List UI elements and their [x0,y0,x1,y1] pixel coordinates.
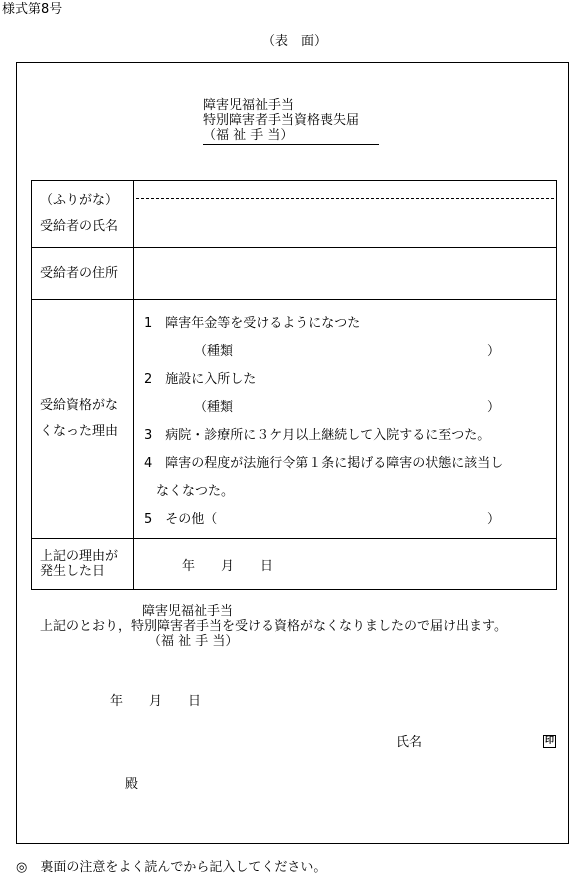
footer-note: ◎ 裏面の注意をよく読んでから記入してください。 [16,860,327,875]
declaration-line-2 [40,619,507,634]
occurrence-date-field[interactable]: 年 月 日 [134,539,557,590]
reason-2-type-close: ） [486,400,500,415]
recipient-name-field[interactable] [134,181,557,248]
recipient-name-label: 受給者の氏名 [40,219,119,234]
furigana-dashed-line [136,198,554,199]
occurrence-date-label-line-1: 上記の理由が [40,549,119,564]
recipient-address-label: 受給者の住所 [32,248,134,300]
reason-5-close: ） [486,512,500,527]
addressee-suffix: 殿 [125,777,139,792]
reason-1-type-row[interactable] [144,338,556,366]
reason-label-cell [32,300,134,539]
title-line-1: 障害児福祉手当 [203,98,295,113]
reason-label-line-1: 受給資格がな [40,398,119,413]
occurrence-date-label-cell [32,539,134,590]
reason-4[interactable]: 4 障害の程度が法施行令第１条に掲げる障害の状態に該当し [144,456,504,471]
form-title [203,98,359,143]
title-line-3: （福 祉 手 当） [203,128,294,143]
declaration [40,604,507,649]
reason-5-row[interactable] [144,506,556,534]
reason-1-type-label: （種類 [194,344,234,359]
title-underline [203,144,379,145]
furigana-label: （ふりがな） [40,193,119,208]
reason-1-type-close: ） [486,344,500,359]
declaration-prefix: 上記のとおり， [40,619,132,634]
reason-4-continued: なくなつた。 [156,484,235,499]
declaration-line-1: 障害児福祉手当 [142,604,234,619]
occurrence-date-label-line-2: 発生した日 [40,564,106,579]
reason-2-type-label: （種類 [194,400,234,415]
submission-date[interactable]: 年 月 日 [110,694,202,709]
recipient-address-field[interactable] [134,248,557,300]
reason-5: 5 その他（ [144,512,218,527]
name-label-cell [32,181,134,248]
form-number: 様式第8号 [2,2,63,17]
reason-2-type-row[interactable] [144,394,556,422]
applicant-name-label: 氏名 [396,735,423,750]
side-label: （表 面） [262,34,328,49]
declaration-line-3: （福 祉 手 当） [148,634,239,649]
reason-2[interactable]: 2 施設に入所した [144,372,257,387]
reason-label-line-2: くなった理由 [40,424,119,439]
reason-1[interactable]: 1 障害年金等を受けるようになつた [144,316,361,331]
reason-3[interactable]: 3 病院・診療所に３ケ月以上継続して入院するに至つた。 [144,428,491,443]
reason-list [134,300,557,539]
title-line-2: 特別障害者手当資格喪失届 [203,113,360,128]
form-table [31,180,557,590]
seal-icon: 印 [544,736,554,746]
declaration-text: 特別障害者手当を受ける資格がなくなりましたので届け出ます。 [131,619,507,634]
